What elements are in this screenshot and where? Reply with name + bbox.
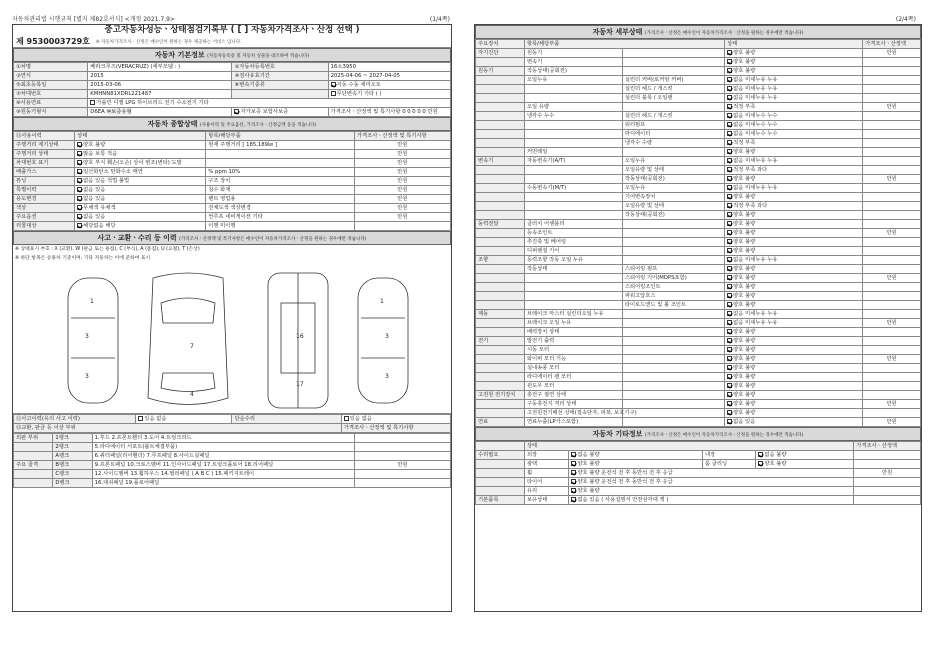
table-row: 주행거리 상태 많음 보통 적음 만원 bbox=[14, 150, 451, 159]
table-row: 라디에이터 없음 미세누수 누수 bbox=[476, 130, 921, 139]
table-header-row: 주요장치 항목/해당부품 상태 가격조사ㆍ산정액 bbox=[476, 40, 921, 49]
checkbox[interactable] bbox=[727, 257, 732, 262]
checkbox[interactable] bbox=[727, 401, 732, 406]
table-row: 수리필요 외장 없음 불량 내장 없음 불량 bbox=[476, 451, 921, 460]
table-row: ⑦차대번호 KMHNN81XDRL221487 무단변속기 기타 ( ) bbox=[14, 90, 451, 99]
checkbox[interactable] bbox=[727, 68, 732, 73]
panel-rank-table bbox=[13, 433, 451, 488]
table-row: 자기진단 원동기 양호 불량 만원 bbox=[476, 49, 921, 58]
table-row: 작동상태(공회전) 양호 불량 bbox=[476, 211, 921, 220]
table-row: 배력장치 상태 양호 불량 bbox=[476, 328, 921, 337]
table-row: 특별이력 없음 있음 침수 화재 만원 bbox=[14, 186, 451, 195]
table-row: 냉각수 수량 적정 부족 bbox=[476, 139, 921, 148]
checkbox[interactable] bbox=[727, 311, 732, 316]
table-row: ⑨원동기형식 D6EA ⑩보증유형 자가보증 보험사보증 가격조사ㆍ산정액 및 특기사항 0 0 0 0 0 만원 bbox=[14, 108, 451, 117]
checkbox[interactable] bbox=[727, 113, 732, 118]
checkbox[interactable] bbox=[571, 497, 576, 502]
table-row: 기어변속장치 양호 불량 bbox=[476, 193, 921, 202]
table-row: 작동상태(공회전) 양호 불량 만원 bbox=[476, 175, 921, 184]
checkbox[interactable] bbox=[77, 178, 82, 183]
checkbox[interactable] bbox=[727, 266, 732, 271]
checkbox[interactable] bbox=[727, 86, 732, 91]
checkbox[interactable] bbox=[727, 374, 732, 379]
transmission-options: 자동 수동 세미오토 bbox=[328, 81, 450, 90]
table-row: 주행거리 계기상태 양호 불량 현재 주행거리 [ 185,189㎞ ] 만원 bbox=[14, 141, 451, 150]
table-row: 타이어 양호 불량 운전석 전 후 동반석 전 후 응급 bbox=[476, 478, 921, 487]
checkbox[interactable] bbox=[727, 392, 732, 397]
table-row: 작동상태 스티어링 펌프 양호 불량 bbox=[476, 265, 921, 274]
table-row: 브레이크 오일 누유 없음 미세누유 누유 만원 bbox=[476, 319, 921, 328]
checkbox[interactable] bbox=[727, 329, 732, 334]
table-row: C랭크 12.사이드멤버 13.휠하우스 14.필러패널 ( A B C ) 15.패키지트레이 bbox=[14, 470, 451, 479]
document-title: 중고자동차성능ㆍ상태점검기록부 ( [ ] 자동차가격조사ㆍ산정 선택 ) bbox=[104, 25, 360, 35]
table-row: 주요옵션 없음 있음 썬루프 네비게이션 기타 만원 bbox=[14, 213, 451, 222]
checkbox[interactable] bbox=[138, 416, 143, 421]
table-row: 워터펌프 없음 미세누수 누수 bbox=[476, 121, 921, 130]
table-row: 광택 양호 불량 룸 클리닝 양호 불량 bbox=[476, 460, 921, 469]
checkbox[interactable] bbox=[727, 158, 732, 163]
table-row: 변속기 자동변속기(A/T) 오일누유 없음 미세누유 누유 bbox=[476, 157, 921, 166]
table-row: 고전원전기배선 상태(접속단자, 피복, 보호기구) 양호 불량 bbox=[476, 409, 921, 418]
document-number: 제 9530003729호 bbox=[16, 37, 90, 46]
checkbox[interactable] bbox=[727, 248, 732, 253]
page-1 bbox=[0, 0, 462, 657]
table-row: 와이퍼 모터 기능 양호 불량 만원 bbox=[476, 355, 921, 364]
table-header-row: ⑪사용이력 상태 항목/해당부품 가격조사ㆍ산정액 및 특기사항 bbox=[14, 132, 451, 141]
checkbox[interactable] bbox=[727, 284, 732, 289]
table-row: 커먼레일 양호 불량 bbox=[476, 148, 921, 157]
checkbox[interactable] bbox=[77, 214, 82, 219]
table-row: 오일 유량 적정 부족 만원 bbox=[476, 103, 921, 112]
inspection-record-sheet bbox=[12, 24, 452, 612]
checkbox[interactable] bbox=[727, 239, 732, 244]
table-row: ⑧사용연료 가솔린 디젤 LPG 하이브리드 전기 수소전기 기타 bbox=[14, 99, 451, 108]
table-row: 외판 부위 1랭크 1.후드 2.프론트휀더 3.도어 4.트렁크리드 bbox=[14, 434, 451, 443]
table-row: 주요 골격 B랭크 9.프론트패널 10.크로스멤버 11.인사이드패널 17.트렁크플로어 18.리어패널 만원 bbox=[14, 461, 451, 470]
checkbox[interactable] bbox=[77, 160, 82, 165]
basic-info-band: 자동차 기본정보 (자동차등록증 및 자동차 실물을 대조하여 적습니다) bbox=[13, 48, 451, 62]
general-status-table bbox=[13, 131, 451, 231]
table-row: 연료 연료누출(LP가스포함) 없음 있음 만원 bbox=[476, 418, 921, 427]
checkbox[interactable] bbox=[727, 383, 732, 388]
table-row: 스티어링 기어(MDPS포함) 양호 불량 만원 bbox=[476, 274, 921, 283]
checkbox[interactable] bbox=[727, 59, 732, 64]
table-row: 변속기 양호 불량 bbox=[476, 58, 921, 67]
table-row: 조향 동력조향 작동 오일 누유 없음 미세누유 누유 bbox=[476, 256, 921, 265]
checkbox[interactable] bbox=[727, 302, 732, 307]
checkbox[interactable] bbox=[77, 187, 82, 192]
checkbox[interactable] bbox=[727, 77, 732, 82]
checkbox[interactable] bbox=[727, 167, 732, 172]
detail-status-table bbox=[475, 39, 921, 427]
checkbox[interactable] bbox=[727, 410, 732, 415]
table-row: ⑫사고이력(유의 사고 이력) 있음 없음 단순수리 있음 없음 bbox=[14, 415, 451, 424]
checkbox[interactable] bbox=[727, 338, 732, 343]
table-row: 타이로드엔드 및 볼 조인트 양호 불량 bbox=[476, 301, 921, 310]
legend-symbols: ※ 상태표시 부호 : X (교환), W (판금 또는 용접), C (부식), A (흠집), U (요철), T (손상) bbox=[15, 247, 200, 252]
table-row: 전기 발전기 출력 양호 불량 bbox=[476, 337, 921, 346]
checkbox[interactable] bbox=[571, 470, 576, 475]
document-subtitle: ※ 자동차가격조사ㆍ산정은 매수인이 원하는 경우 제공하는 서비스 입니다. bbox=[95, 39, 242, 45]
checkbox[interactable] bbox=[727, 356, 732, 361]
table-row: 제동 브레이크 마스터 실린더오일 누유 없음 미세누유 누유 bbox=[476, 310, 921, 319]
checkbox[interactable] bbox=[571, 452, 576, 457]
checkbox[interactable] bbox=[758, 452, 763, 457]
table-row: 오일유량 및 상태 적정 부족 과다 bbox=[476, 202, 921, 211]
table-row: 윈도우 모터 양호 불량 bbox=[476, 382, 921, 391]
vehicle-damage-diagram: 1 3 3 7 4 16 17 1 3 3 bbox=[13, 263, 451, 414]
checkbox[interactable] bbox=[77, 223, 82, 228]
checkbox[interactable] bbox=[727, 221, 732, 226]
table-row: D랭크 16.대쉬패널 19.플로어패널 bbox=[14, 479, 451, 488]
page-number: (1/4쪽) bbox=[429, 16, 450, 23]
checkbox[interactable] bbox=[727, 347, 732, 352]
checkbox[interactable] bbox=[727, 419, 732, 424]
table-row: 튜닝 없음 있음 적법 불법 구조 장치 만원 bbox=[14, 177, 451, 186]
general-status-band: 자동차 종합상태 (사용이력 및 주요옵션, 가격조사ㆍ산정금액 등을 적습니다) bbox=[13, 117, 451, 131]
table-row: 배출가스 일산화탄소 탄화수소 매연 % ppm 10% 만원 bbox=[14, 168, 451, 177]
table-row: 스티어링조인트 양호 불량 bbox=[476, 283, 921, 292]
checkbox[interactable] bbox=[758, 461, 763, 466]
damage-summary-table bbox=[13, 414, 451, 433]
checkbox[interactable] bbox=[727, 104, 732, 109]
checkbox[interactable] bbox=[727, 95, 732, 100]
checkbox[interactable] bbox=[727, 203, 732, 208]
checkbox[interactable] bbox=[571, 488, 576, 493]
checkbox[interactable] bbox=[727, 185, 732, 190]
detail-status-sheet bbox=[474, 24, 922, 612]
table-row: 색상 무채색 유채색 전체도색 색상변경 만원 bbox=[14, 204, 451, 213]
page-number: (2/4쪽) bbox=[895, 16, 916, 23]
table-row: 디퍼렌셜 기어 양호 불량 bbox=[476, 247, 921, 256]
checkbox[interactable] bbox=[727, 122, 732, 127]
table-row: 실린더 헤드 / 개스킷 없음 미세누유 누유 bbox=[476, 85, 921, 94]
form-header: 자동차관리법 시행규칙 [별지 제82호서식] <개정 2021.7.9> bbox=[12, 16, 175, 23]
checkbox[interactable] bbox=[727, 293, 732, 298]
checkbox[interactable] bbox=[727, 230, 732, 235]
table-row: 2랭크 5.라디에이터 서포트(볼트체결부품) bbox=[14, 443, 451, 452]
table-row: 파워고압호스 양호 불량 bbox=[476, 292, 921, 301]
detail-status-band: 자동차 세부상태 (가격조사ㆍ산정은 매수인이 자동차가격조사ㆍ산정을 원하는 경우에만 적습니다) bbox=[475, 25, 921, 39]
checkbox[interactable] bbox=[344, 416, 349, 421]
table-row: 동력전달 클러치 어셈블리 양호 불량 bbox=[476, 220, 921, 229]
table-row: 수동변속기(M/T) 오일누유 없음 미세누유 누유 bbox=[476, 184, 921, 193]
checkbox[interactable] bbox=[727, 212, 732, 217]
accident-history-band: 사고ㆍ교환ㆍ수리 등 이력 (가격조사ㆍ산정액 및 특기사항은 매수인이 자동차가격조사ㆍ산정을 원하는 경우에만 적습니다) bbox=[13, 231, 451, 245]
checkbox[interactable] bbox=[571, 479, 576, 484]
table-row: 시동 모터 양호 불량 bbox=[476, 346, 921, 355]
checkbox[interactable] bbox=[727, 50, 732, 55]
checkbox[interactable] bbox=[77, 151, 82, 156]
etc-info-table bbox=[475, 441, 921, 505]
checkbox[interactable] bbox=[571, 461, 576, 466]
table-row: A랭크 6.쿼터패널(리어휀더) 7.루프패널 8.사이드실패널 bbox=[14, 452, 451, 461]
checkbox[interactable] bbox=[77, 205, 82, 210]
checkbox[interactable] bbox=[727, 365, 732, 370]
legend-note: ※ 하단 항목은 승용차 기준이며, 기타 자동차는 이에 준하여 표시 bbox=[15, 256, 151, 261]
checkbox[interactable] bbox=[331, 91, 336, 96]
checkbox[interactable] bbox=[727, 176, 732, 181]
page-2 bbox=[468, 0, 930, 657]
table-row: 실린더 블록 / 오일팬 없음 미세누유 누유 bbox=[476, 94, 921, 103]
table-row: 용도변경 없음 있음 렌트 영업용 만원 bbox=[14, 195, 451, 204]
table-row: 오일누유 실린더 커버(로커암 커버) 없음 미세누유 누유 bbox=[476, 76, 921, 85]
table-row: 오일유량 및 상태 적정 부족 과다 bbox=[476, 166, 921, 175]
table-row: 추진축 및 베어링 양호 불량 bbox=[476, 238, 921, 247]
table-row: 구동축전지 격리 상태 양호 불량 만원 bbox=[476, 400, 921, 409]
table-row: ①차명 베라크루즈(VERACRUZ) (세부모델 : ) ②자동차등록번호 16소3950 bbox=[14, 63, 451, 72]
checkbox[interactable] bbox=[727, 131, 732, 136]
table-header-row: 상태 가격조사ㆍ산정액 bbox=[476, 442, 921, 451]
table-row: 실내송풍 모터 양호 불량 bbox=[476, 364, 921, 373]
checkbox[interactable] bbox=[727, 149, 732, 154]
table-row: ⑤최초등록일 2015-03-06 ⑥변속기종류 자동 수동 세미오토 bbox=[14, 81, 451, 90]
table-row: 고전원 전기장치 충전구 절연 상태 양호 불량 bbox=[476, 391, 921, 400]
checkbox[interactable] bbox=[727, 320, 732, 325]
table-row: ③연식 2015 ④검사유효기간 2025-04-06 ~ 2027-04-05 bbox=[14, 72, 451, 81]
checkbox[interactable] bbox=[90, 100, 95, 105]
table-row: 원동기 작동상태(공회전) 양호 불량 bbox=[476, 67, 921, 76]
checkbox[interactable] bbox=[727, 140, 732, 145]
table-row: 냉각수 누수 실린더 헤드 / 개스킷 없음 미세누수 누수 bbox=[476, 112, 921, 121]
table-row: 유리 양호 불량 bbox=[476, 487, 921, 496]
table-row: 라디에이터 팬 모터 양호 불량 bbox=[476, 373, 921, 382]
checkbox[interactable] bbox=[234, 109, 239, 114]
etc-info-band: 자동차 기타정보 (가격조사ㆍ산정은 매수인이 자동차가격조사ㆍ산정을 원하는 경우에만 적습니다) bbox=[475, 427, 921, 441]
table-row: 휠 양호 불량 운전석 전 후 동반석 전 후 응급 만원 bbox=[476, 469, 921, 478]
table-row: 차대번호 표기 양호 부식 훼손(오손) 상이 변조(변타) 도말 만원 bbox=[14, 159, 451, 168]
basic-info-table bbox=[13, 62, 451, 117]
table-row: 등속조인트 양호 불량 만원 bbox=[476, 229, 921, 238]
checkbox[interactable] bbox=[77, 142, 82, 147]
checkbox[interactable] bbox=[77, 169, 82, 174]
table-header-row: ⑬교환, 판금 등 이상 부위 가격조사ㆍ산정액 및 특기사항 bbox=[14, 424, 451, 433]
table-row: 기본품목 보유상태 없음 있음 ( 사용설명서 안전삼각대 잭 ) bbox=[476, 496, 921, 505]
checkbox[interactable] bbox=[77, 196, 82, 201]
checkbox[interactable] bbox=[331, 82, 336, 87]
checkbox[interactable] bbox=[727, 194, 732, 199]
fuel-options: 가솔린 디젤 LPG 하이브리드 전기 수소전기 기타 bbox=[88, 99, 451, 108]
table-row: 리콜대상 해당없음 해당 이행 미이행 bbox=[14, 222, 451, 231]
checkbox[interactable] bbox=[727, 275, 732, 280]
